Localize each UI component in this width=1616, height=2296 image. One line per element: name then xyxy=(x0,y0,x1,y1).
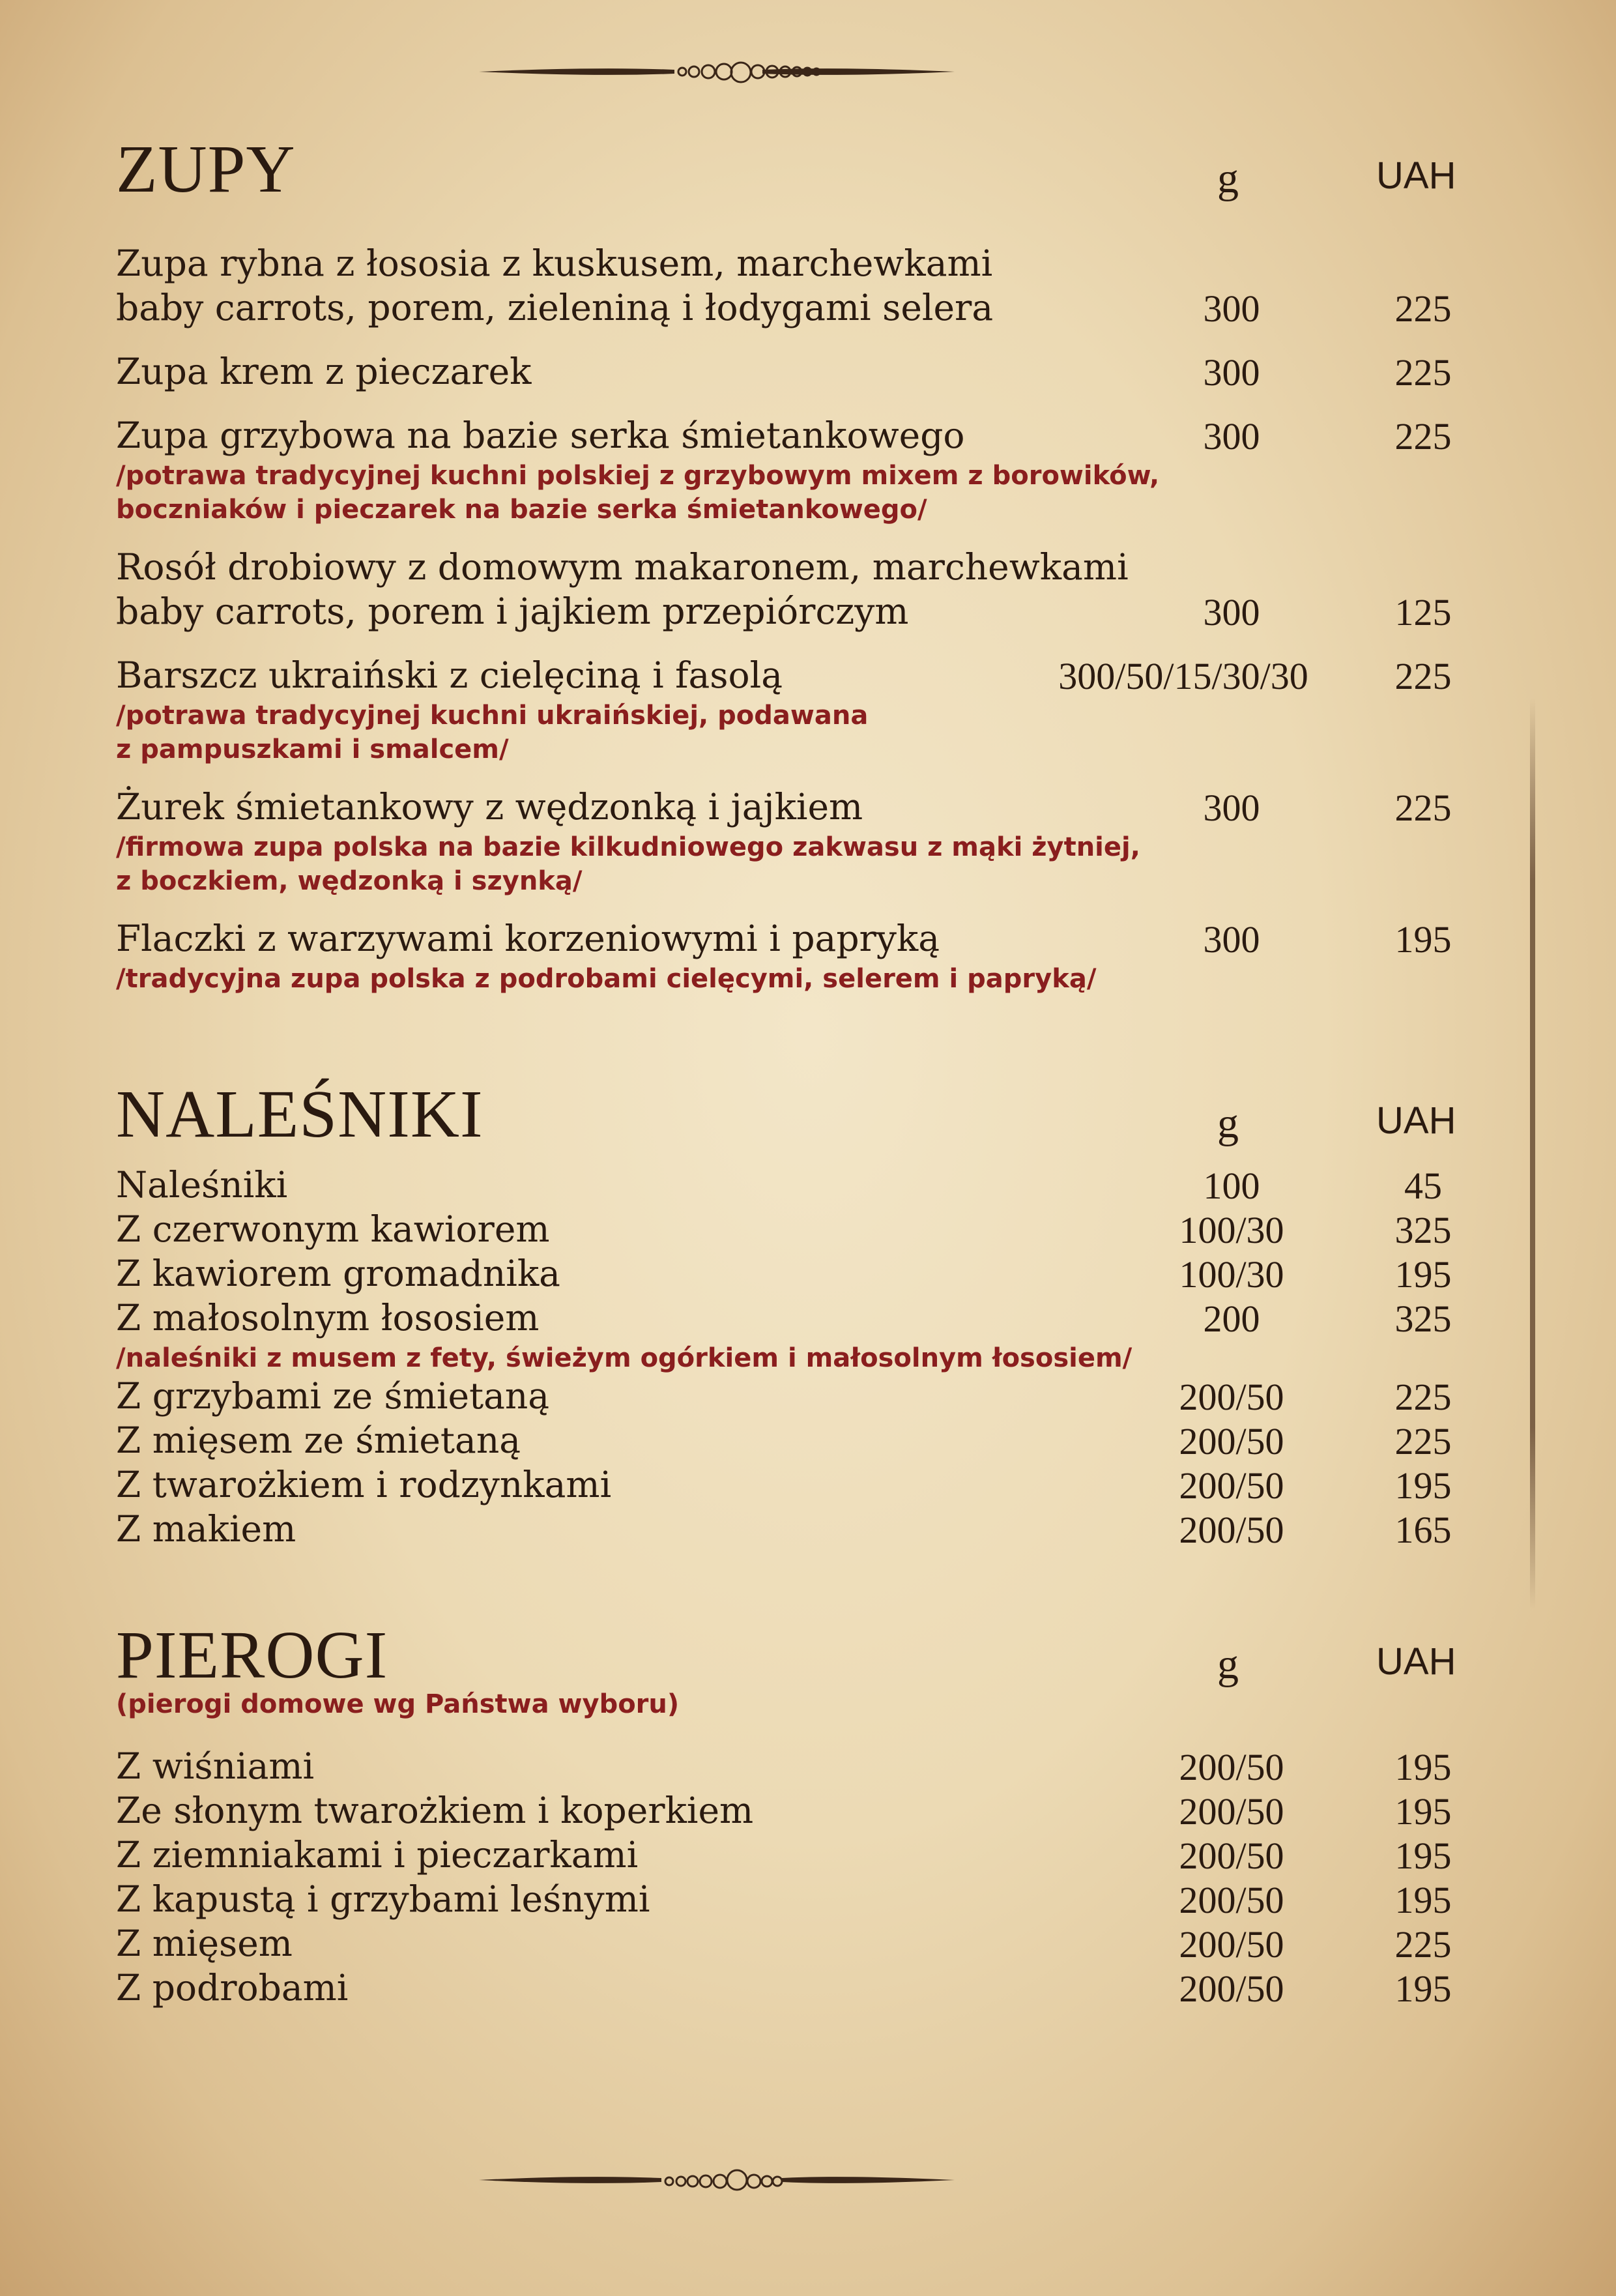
item-price: 45 xyxy=(1404,1165,1442,1207)
item-weight: 300 xyxy=(1203,787,1260,829)
price-header: UAH xyxy=(1376,1099,1456,1142)
item-weight: 200/50 xyxy=(1179,1420,1284,1462)
menu-item xyxy=(116,1419,1471,1464)
item-name: Barszcz ukraiński z cielęciną i fasolą xyxy=(116,654,783,696)
section-title: NALEŚNIKI xyxy=(116,1077,483,1152)
item-weight: 200/50 xyxy=(1179,1923,1284,1966)
item-name: Z wiśniami xyxy=(116,1745,315,1787)
section-subtitle: (pierogi domowe wg Państwa wyboru) xyxy=(116,1689,680,1719)
border-line xyxy=(1530,697,1535,1610)
item-name: Naleśniki xyxy=(116,1164,288,1206)
ornament-divider-icon xyxy=(479,2160,955,2200)
item-name: baby carrots, porem, zieleniną i łodygami selera xyxy=(116,287,994,328)
item-weight: 100 xyxy=(1203,1165,1260,1207)
item-name: Zupa rybna z łososia z kuskusem, marchewkami xyxy=(116,242,993,284)
item-list xyxy=(116,1164,1471,1552)
item-weight: 200/50 xyxy=(1179,1879,1284,1921)
item-weight: 300 xyxy=(1203,591,1260,633)
item-name: Rosół drobiowy z domowym makaronem, marchewkami xyxy=(116,546,1129,588)
item-name: Z ziemniakami i pieczarkami xyxy=(116,1834,639,1876)
price-header: UAH xyxy=(1376,154,1456,197)
menu-item xyxy=(116,654,1471,766)
section-nalesniki xyxy=(116,1075,1471,1552)
item-price: 325 xyxy=(1394,1298,1452,1340)
item-name: Flaczki z warzywami korzeniowymi i papryką xyxy=(116,918,940,959)
item-price: 225 xyxy=(1394,1376,1452,1418)
section-zupy xyxy=(116,130,1471,1015)
menu-item xyxy=(116,1878,1471,1923)
item-price: 195 xyxy=(1394,1879,1452,1921)
item-name: Z mięsem xyxy=(116,1923,293,1964)
item-price: 225 xyxy=(1394,787,1452,829)
section-header xyxy=(116,1616,1471,1694)
item-list xyxy=(116,242,1471,996)
item-price: 225 xyxy=(1394,1420,1452,1462)
menu-item xyxy=(116,1375,1471,1419)
item-weight: 200/50 xyxy=(1179,1464,1284,1507)
ornament-divider-icon xyxy=(479,52,955,91)
menu-item xyxy=(116,1745,1471,1790)
weight-header: g xyxy=(1217,154,1239,202)
item-price: 225 xyxy=(1394,415,1452,458)
item-price: 125 xyxy=(1394,591,1452,633)
item-name: Z czerwonym kawiorem xyxy=(116,1208,550,1250)
item-name: Ze słonym twarożkiem i koperkiem xyxy=(116,1790,754,1831)
item-price: 325 xyxy=(1394,1209,1452,1251)
section-title: PIEROGI xyxy=(116,1618,388,1693)
item-price: 165 xyxy=(1394,1509,1452,1551)
item-description: boczniaków i pieczarek na bazie serka śmietankowego/ xyxy=(116,495,927,525)
item-description: /tradycyjna zupa polska z podrobami cielęcymi, selerem i papryką/ xyxy=(116,964,1097,994)
item-name: Z kapustą i grzybami leśnymi xyxy=(116,1878,650,1920)
section-title: ZUPY xyxy=(116,132,296,207)
menu-item xyxy=(116,1253,1471,1297)
item-weight: 300 xyxy=(1203,918,1260,961)
item-description: /potrawa tradycyjnej kuchni polskiej z grzybowym mixem z borowików, xyxy=(116,461,1160,491)
item-name: Z grzybami ze śmietaną xyxy=(116,1375,550,1417)
menu-item xyxy=(116,242,1471,331)
menu-item xyxy=(116,351,1471,395)
item-name: Z małosolnym łososiem xyxy=(116,1297,540,1339)
item-price: 195 xyxy=(1394,1790,1452,1833)
item-weight: 200/50 xyxy=(1179,1746,1284,1788)
menu-item xyxy=(116,1923,1471,1967)
item-weight: 100/30 xyxy=(1179,1253,1284,1296)
menu-item xyxy=(116,1790,1471,1834)
menu-item xyxy=(116,1967,1471,2011)
item-price: 225 xyxy=(1394,351,1452,394)
item-name: Z kawiorem gromadnika xyxy=(116,1253,560,1294)
menu-item xyxy=(116,1208,1471,1253)
item-description: /naleśniki z musem z fety, świeżym ogórkiem i małosolnym łososiem/ xyxy=(116,1343,1133,1373)
item-price: 225 xyxy=(1394,287,1452,330)
item-name: Z mięsem ze śmietaną xyxy=(116,1419,521,1461)
item-description: z pampuszkami i smalcem/ xyxy=(116,734,509,764)
section-header xyxy=(116,130,1471,209)
item-list xyxy=(116,1745,1471,2011)
item-price: 195 xyxy=(1394,1835,1452,1877)
item-name: baby carrots, porem i jajkiem przepiórczym xyxy=(116,590,909,632)
item-weight: 300 xyxy=(1203,415,1260,458)
item-price: 195 xyxy=(1394,1968,1452,2010)
menu-item xyxy=(116,918,1471,996)
weight-header: g xyxy=(1217,1099,1239,1147)
item-price: 195 xyxy=(1394,1464,1452,1507)
item-description: /firmowa zupa polska na bazie kilkudniowego zakwasu z mąki żytniej, xyxy=(116,832,1140,862)
item-price: 195 xyxy=(1394,1746,1452,1788)
item-weight: 200/50 xyxy=(1179,1968,1284,2010)
item-name: Z twarożkiem i rodzynkami xyxy=(116,1464,612,1505)
price-header: UAH xyxy=(1376,1640,1456,1683)
item-name: Z podrobami xyxy=(116,1967,349,2009)
menu-item xyxy=(116,414,1471,527)
menu-item xyxy=(116,1834,1471,1878)
item-price: 225 xyxy=(1394,655,1452,697)
menu-item xyxy=(116,1464,1471,1508)
item-weight: 200/50 xyxy=(1179,1376,1284,1418)
item-name: Z makiem xyxy=(116,1508,296,1550)
item-name: Żurek śmietankowy z wędzonką i jajkiem xyxy=(116,786,863,828)
item-name: Zupa grzybowa na bazie serka śmietankowego xyxy=(116,414,965,456)
menu-item xyxy=(116,546,1471,635)
item-weight: 300 xyxy=(1203,351,1260,394)
item-weight: 200/50 xyxy=(1179,1790,1284,1833)
item-price: 195 xyxy=(1394,918,1452,961)
weight-header: g xyxy=(1217,1640,1239,1688)
item-description: z boczkiem, wędzonką i szynką/ xyxy=(116,866,583,896)
item-weight: 200/50 xyxy=(1179,1509,1284,1551)
item-weight: 200/50 xyxy=(1179,1835,1284,1877)
menu-item xyxy=(116,786,1471,898)
item-price: 195 xyxy=(1394,1253,1452,1296)
item-name: Zupa krem z pieczarek xyxy=(116,351,532,392)
item-weight: 200 xyxy=(1203,1298,1260,1340)
section-pierogi xyxy=(116,1616,1471,2011)
section-header xyxy=(116,1075,1471,1154)
item-description: /potrawa tradycyjnej kuchni ukraińskiej, podawana xyxy=(116,701,869,731)
menu-item xyxy=(116,1164,1471,1208)
item-weight: 300 xyxy=(1203,287,1260,330)
item-price: 225 xyxy=(1394,1923,1452,1966)
item-weight: 100/30 xyxy=(1179,1209,1284,1251)
menu-item xyxy=(116,1508,1471,1552)
menu-item xyxy=(116,1297,1471,1375)
item-weight: 300/50/15/30/30 xyxy=(1058,655,1308,697)
